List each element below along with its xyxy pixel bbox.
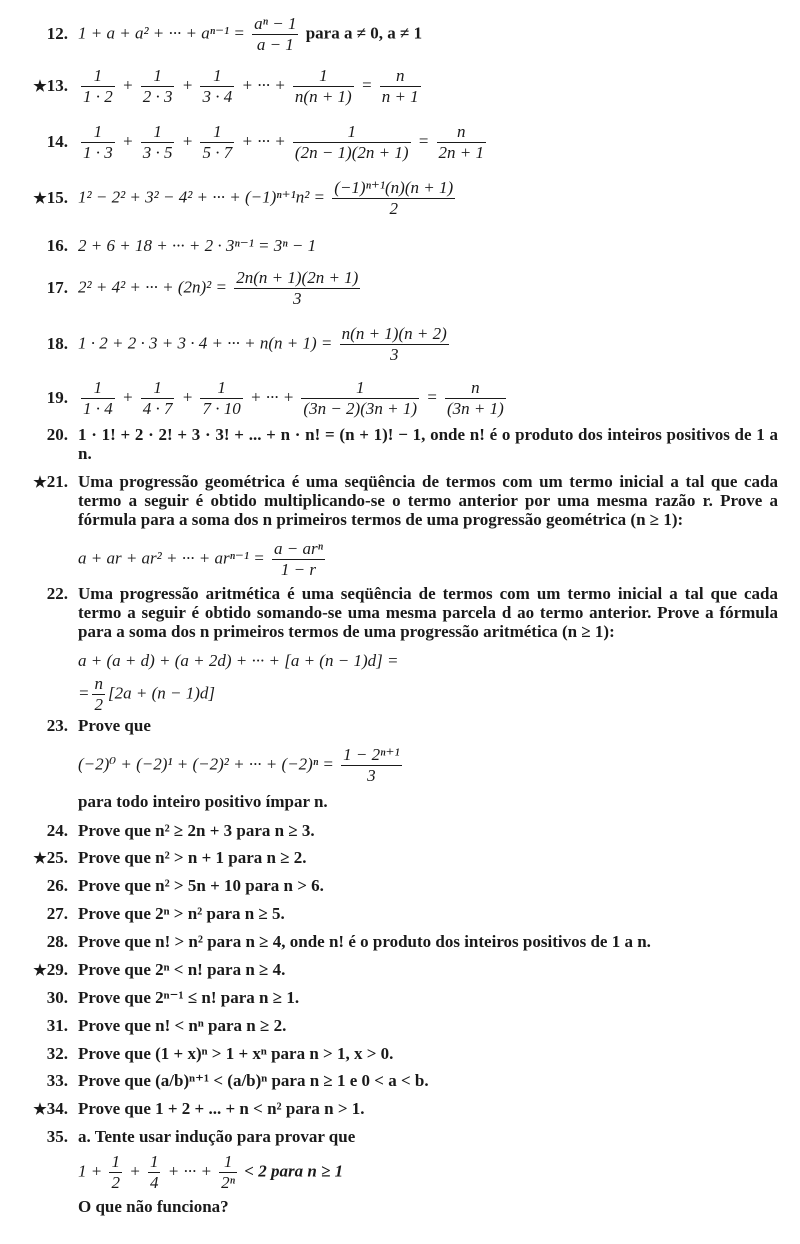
- exercise-text: Prove que n² ≥ 2n + 3 para n ≥ 3.: [78, 821, 315, 840]
- fraction: $\frac{1}{n(n + 1)}$: [294, 66, 352, 106]
- fraction: $\frac{1}{4}$: [149, 1152, 159, 1192]
- exercise-text: Prove que n² > n + 1 para n ≥ 2.: [78, 848, 307, 867]
- exercise-formula: 1 · 2 + 2 · 3 + 3 · 4 + ··· + n(n + 1) = $\frac{n(n + 1)(n + 2)}{3}$: [78, 324, 447, 364]
- exercise-formula: 2² + 4² + ··· + (2n)² = $\frac{2n(n + 1)(2n + 1)}{3}$: [78, 268, 359, 308]
- fraction: $\frac{\text{1 − 2ⁿ⁺¹}}{3}$: [343, 745, 400, 785]
- exercise-number: 29.: [46, 960, 68, 979]
- fraction: $\frac{n(n + 1)(n + 2)}{3}$: [341, 324, 447, 364]
- exercise-number: 34.: [46, 1099, 68, 1118]
- exercise-formula: 1 + $\frac{1}{2}$ + $\frac{1}{4}$ + ··· + $\frac{1}{\text{2ⁿ}}$ < 2 para n ≥ 1: [78, 1152, 344, 1192]
- exercise-number: 15.: [46, 188, 68, 207]
- exercise-text: 1 · 1! + 2 · 2! + 3 · 3! + ... + n · n! = (n + 1)! − 1, onde n! é o produto dos inteiros positivos de 1 a n.: [78, 425, 778, 463]
- exercise-text: Prove que 2ⁿ > n² para n ≥ 5.: [78, 904, 285, 923]
- exercise-formula: [78, 14, 778, 55]
- fraction: $\frac{n}{2n + 1}$: [438, 122, 484, 162]
- exercise-text: Prove que 2ⁿ < n! para n ≥ 4.: [78, 960, 286, 979]
- exercise-number: 30.: [46, 988, 68, 1007]
- fraction: $\frac{1}{1 \cdot 2}$: [83, 66, 113, 106]
- fraction: $\frac{1}{2 \cdot 3}$: [142, 66, 173, 106]
- exercise-number: 13.: [46, 76, 68, 95]
- fraction: $\frac{1}{4 \cdot 7}$: [142, 378, 173, 418]
- exercise-number: 22.: [46, 584, 68, 603]
- exercise-text: Prove que n! < nⁿ para n ≥ 2.: [78, 1016, 287, 1035]
- fraction: $\frac{n}{2}$: [94, 674, 103, 714]
- exercise-number: 12.: [46, 24, 68, 43]
- exercise-formula: a + ar + ar² + ··· + arⁿ⁻¹ = $\frac{\text{a − arⁿ}}{1 - r}$: [78, 539, 323, 579]
- exercise-number: 24.: [46, 821, 68, 840]
- fraction: $\frac{\text{aⁿ − 1}}{a - 1}$: [254, 14, 297, 54]
- exercise-number: 28.: [46, 932, 68, 951]
- fraction: $\frac{1}{\text{2ⁿ}}$: [221, 1152, 236, 1192]
- exercise-text: Uma progressão aritmética é uma seqüência de termos com um termo inicial a tal que cada termo a seguir é obtido somando-se uma mesma parcela d ao termo anterior. Prove a fórmula para a soma dos n primeiros termos de uma progressão aritmética (n ≥ 1):: [78, 584, 778, 641]
- exercise-number: 14.: [46, 132, 68, 151]
- fraction: $\frac{1}{1 \cdot 4}$: [83, 378, 113, 418]
- exercise-text: Prove que 1 + 2 + ... + n < n² para n > 1.: [78, 1099, 365, 1118]
- fraction: $\frac{\text{a − arⁿ}}{1 - r}$: [273, 539, 323, 579]
- exercise-text: Prove que 2ⁿ⁻¹ ≤ n! para n ≥ 1.: [78, 988, 300, 1007]
- exercise-number: 17.: [46, 278, 68, 297]
- exercise-formula: $\frac{1}{1 \cdot 3}$ + $\frac{1}{3 \cdot 5}$ + $\frac{1}{5 \cdot 7}$ + ··· + $\frac{1}{(2n - 1)(2n + 1)}$ = $\frac{n}{2n + 1}$: [83, 122, 484, 162]
- exercise-number: 20.: [46, 425, 68, 444]
- exercise-text: O que não funciona?: [78, 1197, 229, 1216]
- fraction: $\frac{\text{(−1)ⁿ⁺¹(n)(n + 1)}}{2}$: [334, 178, 454, 218]
- exercise-text: Prove que (1 + x)ⁿ > 1 + xⁿ para n > 1, x > 0.: [78, 1044, 394, 1063]
- exercise-number: 35.: [46, 1127, 68, 1146]
- star-icon: ★: [33, 1102, 47, 1118]
- exercise-number: 16.: [46, 236, 68, 255]
- exercise-number: 33.: [46, 1071, 68, 1090]
- exercise-text: Prove que (a/b)ⁿ⁺¹ < (a/b)ⁿ para n ≥ 1 e 0 < a < b.: [78, 1071, 429, 1090]
- fraction: $\frac{1}{1 \cdot 3}$: [83, 122, 113, 162]
- fraction: $\frac{1}{5 \cdot 7}$: [202, 122, 233, 162]
- star-icon: ★: [33, 79, 47, 95]
- exercise-text: a. Tente usar indução para provar que: [78, 1127, 356, 1146]
- fraction: $\frac{n}{n + 1}$: [381, 66, 419, 106]
- formula-condition: para a ≠ 0, a ≠ 1: [305, 23, 423, 43]
- formula-lhs: 1 + a + a² + ··· + aⁿ⁻¹ =: [78, 23, 245, 43]
- star-icon: ★: [33, 851, 47, 867]
- star-icon: ★: [33, 475, 47, 491]
- exercise-number: 31.: [46, 1016, 68, 1035]
- star-icon: ★: [33, 963, 47, 979]
- exercise-formula: (−2)⁰ + (−2)¹ + (−2)² + ··· + (−2)ⁿ = $\frac{\text{1 − 2ⁿ⁺¹}}{3}$: [78, 745, 400, 785]
- fraction: $\frac{1}{(2n - 1)(2n + 1)}$: [294, 122, 409, 162]
- fraction: $\frac{1}{7 \cdot 10}$: [202, 378, 241, 418]
- exercise-number: 19.: [46, 388, 68, 407]
- star-icon: ★: [33, 191, 47, 207]
- fraction: $\frac{1}{2}$: [111, 1152, 120, 1192]
- exercise-number: 21.: [46, 472, 68, 491]
- exercise-number: 32.: [46, 1044, 68, 1063]
- formula-line: = $\frac{n}{2}$ [2a + (n − 1)d]: [78, 674, 215, 714]
- exercise-number: 27.: [46, 904, 68, 923]
- exercise-text: Uma progressão geométrica é uma seqüência de termos com um termo inicial a tal que cada termo a seguir é obtido multiplicando-se o termo anterior por uma mesma razão r. Prove a fórmula para a soma dos n primeiros termos de uma progressão geométrica (n ≥ 1):: [78, 472, 778, 529]
- fraction: $\frac{1}{3 \cdot 4}$: [202, 66, 233, 106]
- exercise-number: 26.: [46, 876, 68, 895]
- fraction: $\frac{2n(n + 1)(2n + 1)}{3}$: [236, 268, 359, 308]
- fraction: $\frac{1}{(3n - 2)(3n + 1)}$: [303, 378, 418, 418]
- exercise-formula: 2 + 6 + 18 + ··· + 2 · 3ⁿ⁻¹ = 3ⁿ − 1: [78, 236, 317, 255]
- exercise-text: Prove que n² > 5n + 10 para n > 6.: [78, 876, 324, 895]
- exercise-text: para todo inteiro positivo ímpar n.: [78, 792, 328, 811]
- exercise-text: Prove que n! > n² para n ≥ 4, onde n! é o produto dos inteiros positivos de 1 a n.: [78, 932, 651, 951]
- exercise-formula: 1² − 2² + 3² − 4² + ··· + (−1)ⁿ⁺¹n² = $\frac{\text{(−1)ⁿ⁺¹(n)(n + 1)}}{2}$: [78, 178, 454, 218]
- exercise-formula: $\frac{1}{1 \cdot 4}$ + $\frac{1}{4 \cdot 7}$ + $\frac{1}{7 \cdot 10}$ + ··· + $\frac{1}{(3n - 2)(3n + 1)}$ = $\frac{n}{(3n + 1)}$: [83, 378, 504, 418]
- exercise-number: 23.: [46, 716, 68, 735]
- exercise-number: 18.: [46, 334, 68, 353]
- exercise-formula: $\frac{1}{1 \cdot 2}$ + $\frac{1}{2 \cdot 3}$ + $\frac{1}{3 \cdot 4}$ + ··· + $\frac{1}{n(n + 1)}$ = $\frac{n}{n + 1}$: [83, 66, 419, 106]
- fraction: $\frac{1}{3 \cdot 5}$: [142, 122, 173, 162]
- formula-line: a + (a + d) + (a + 2d) + ··· + [a + (n − 1)d] =: [78, 651, 399, 670]
- fraction: $\frac{n}{(3n + 1)}$: [447, 378, 504, 418]
- exercise-text: Prove que: [78, 716, 151, 735]
- exercise-number: 25.: [46, 848, 68, 867]
